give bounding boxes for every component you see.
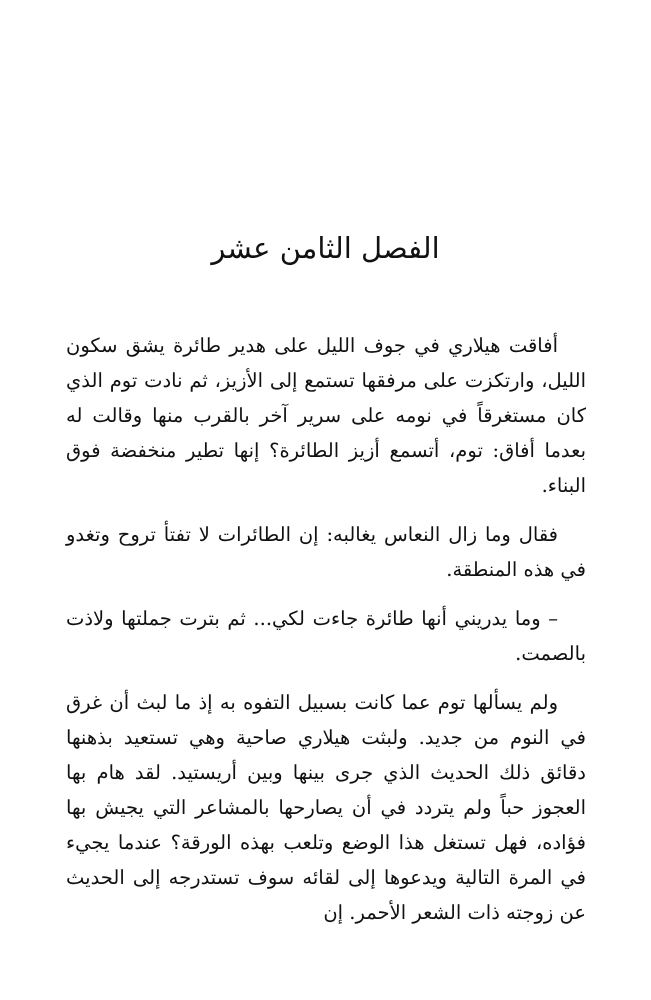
paragraph: – وما يدريني أنها طائرة جاءت لكي... ثم بترت جملتها ولاذت بالصمت. (66, 607, 586, 665)
paragraph: فقال وما زال النعاس يغالبه: إن الطائرات لا تفتأ تروح وتغدو في هذه المنطقة. (66, 523, 586, 581)
chapter-title: الفصل الثامن عشر (211, 231, 440, 265)
paragraph: ولم يسألها توم عما كانت بسبيل التفوه به إذ ما لبث أن غرق في النوم من جديد. ولبثت هيلاري صاحية وهي تستعيد بذهنها دقائق ذلك الحديث الذي جرى بينها وبين أريستيد. لقد هام بها العجوز حباً ولم يتردد في أن يصارحها بالمشاعر التي يجيش بها فؤاده، فهل تستغل هذا الوضع وتلعب بهذه الورقة؟ عندما يجيء في المرة التالية ويدعوها إلى لقائه سوف تستدرجه إلى الحديث عن زوجته ذات الشعر الأحمر. إن (66, 691, 586, 924)
body-text (66, 328, 586, 944)
paragraph: أفاقت هيلاري في جوف الليل على هدير طائرة يشق سكون الليل، وارتكزت على مرفقها تستمع إلى الأزيز، ثم نادت توم الذي كان مستغرقاً في نومه على سرير آخر بالقرب منها وقالت له بعدما أفاق: توم، أتسمع أزيز الطائرة؟ إنها تطير منخفضة فوق البناء. (66, 334, 586, 497)
